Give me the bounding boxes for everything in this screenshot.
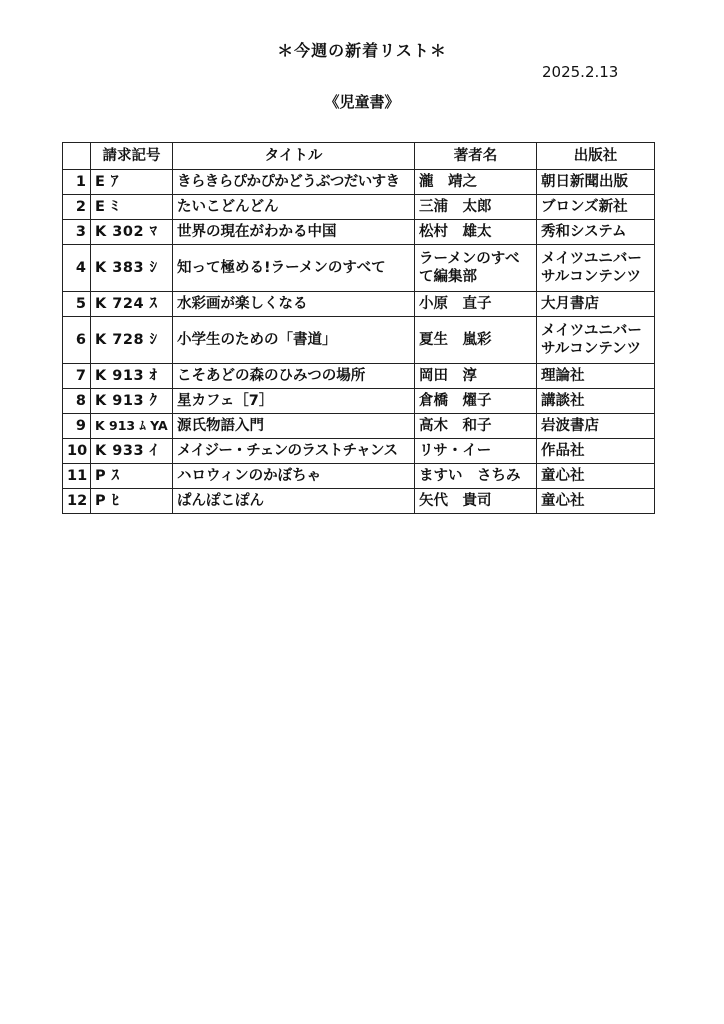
call-number: P ｽ: [91, 464, 173, 489]
book-author: 小原 直子: [415, 292, 537, 317]
call-number: K 913 ｸ: [91, 389, 173, 414]
call-number: E ﾐ: [91, 195, 173, 220]
book-author: 倉橋 燿子: [415, 389, 537, 414]
call-number: K 302 ﾏ: [91, 220, 173, 245]
row-number: 4: [63, 245, 91, 292]
table-row: [63, 489, 655, 514]
book-publisher: メイツユニバーサルコンテンツ: [537, 317, 655, 364]
table-row: [63, 364, 655, 389]
header-title: タイトル: [173, 143, 415, 170]
book-publisher: ブロンズ新社: [537, 195, 655, 220]
table-row: [63, 220, 655, 245]
book-publisher: 童心社: [537, 464, 655, 489]
table-row: [63, 414, 655, 439]
book-title: 星カフェ［7］: [173, 389, 415, 414]
book-publisher: 岩波書店: [537, 414, 655, 439]
book-author: 三浦 太郎: [415, 195, 537, 220]
list-date: 2025.2.13: [542, 63, 619, 81]
call-number: K 913 ﾑ YA: [91, 414, 173, 439]
page-title: ＊今週の新着リスト＊: [277, 41, 447, 60]
book-title: ハロウィンのかぼちゃ: [173, 464, 415, 489]
table-row: [63, 317, 655, 364]
call-number: K 383 ｼ: [91, 245, 173, 292]
book-author: 岡田 淳: [415, 364, 537, 389]
book-publisher: 作品社: [537, 439, 655, 464]
header-call-number: 請求記号: [91, 143, 173, 170]
call-number: K 728 ｼ: [91, 317, 173, 364]
book-title: たいこどんどん: [173, 195, 415, 220]
book-title: ぱんぽこぽん: [173, 489, 415, 514]
call-number: K 913 ｵ: [91, 364, 173, 389]
call-number: K 933 ｲ: [91, 439, 173, 464]
row-number: 1: [63, 170, 91, 195]
book-author: ますい さちみ: [415, 464, 537, 489]
row-number: 7: [63, 364, 91, 389]
book-author: 夏生 嵐彩: [415, 317, 537, 364]
book-publisher: 童心社: [537, 489, 655, 514]
book-publisher: メイツユニバーサルコンテンツ: [537, 245, 655, 292]
table-row: [63, 389, 655, 414]
row-number: 10: [63, 439, 91, 464]
book-publisher: 朝日新聞出版: [537, 170, 655, 195]
header-author: 著者名: [415, 143, 537, 170]
book-author: 矢代 貴司: [415, 489, 537, 514]
book-author: ラーメンのすべて編集部: [415, 245, 537, 292]
call-number: K 724 ｽ: [91, 292, 173, 317]
row-number: 3: [63, 220, 91, 245]
header-publisher: 出版社: [537, 143, 655, 170]
book-publisher: 講談社: [537, 389, 655, 414]
book-title: メイジー・チェンのラストチャンス: [173, 439, 415, 464]
table-header-row: [63, 143, 655, 170]
table-row: [63, 292, 655, 317]
row-number: 2: [63, 195, 91, 220]
table-row: [63, 195, 655, 220]
book-title: 水彩画が楽しくなる: [173, 292, 415, 317]
row-number: 12: [63, 489, 91, 514]
row-number: 11: [63, 464, 91, 489]
book-publisher: 大月書店: [537, 292, 655, 317]
book-publisher: 秀和システム: [537, 220, 655, 245]
book-title: 小学生のための「書道」: [173, 317, 415, 364]
book-author: リサ・イー: [415, 439, 537, 464]
book-author: 松村 雄太: [415, 220, 537, 245]
book-title: 世界の現在がわかる中国: [173, 220, 415, 245]
book-title: 源氏物語入門: [173, 414, 415, 439]
book-author: 高木 和子: [415, 414, 537, 439]
table-row: [63, 439, 655, 464]
table-row: [63, 245, 655, 292]
book-title: こそあどの森のひみつの場所: [173, 364, 415, 389]
table-row: [63, 464, 655, 489]
row-number: 5: [63, 292, 91, 317]
call-number: P ﾋ: [91, 489, 173, 514]
book-title: 知って極める!ラーメンのすべて: [173, 245, 415, 292]
book-publisher: 理論社: [537, 364, 655, 389]
book-title: きらきらぴかぴかどうぶつだいすき: [173, 170, 415, 195]
row-number: 8: [63, 389, 91, 414]
call-number: E ｱ: [91, 170, 173, 195]
header-number: [63, 143, 91, 170]
new-books-table: [62, 142, 655, 514]
row-number: 9: [63, 414, 91, 439]
book-author: 瀧 靖之: [415, 170, 537, 195]
row-number: 6: [63, 317, 91, 364]
table-row: [63, 170, 655, 195]
category-heading: 《児童書》: [324, 93, 400, 111]
